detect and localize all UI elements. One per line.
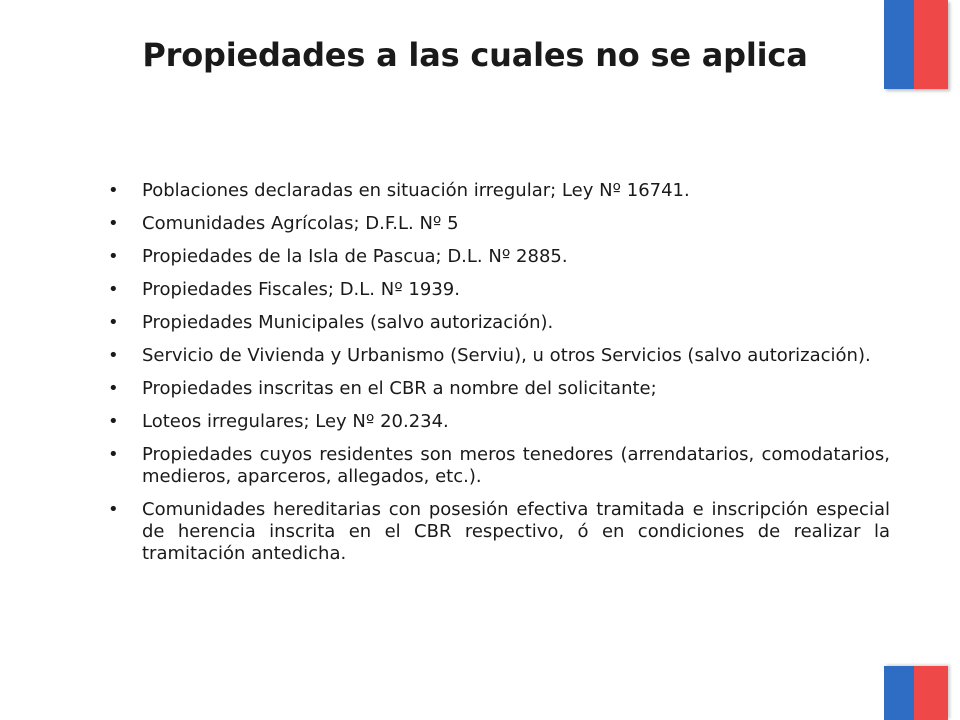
bullet-icon: • (108, 312, 119, 333)
bullet-item (108, 444, 890, 488)
bullet-text: Comunidades Agrícolas; D.F.L. Nº 5 (142, 213, 459, 234)
bullet-icon: • (108, 499, 119, 520)
bullet-text: Propiedades Municipales (salvo autorización). (142, 312, 554, 333)
bullet-text: Propiedades de la Isla de Pascua; D.L. Nº 2885. (142, 246, 568, 267)
bullet-icon: • (108, 180, 119, 201)
bullet-text: Propiedades cuyos residentes son meros tenedores (arrendatarios, comodatarios, medieros, aparceros, allegados, etc.). (142, 444, 890, 487)
flag-red-stripe (914, 666, 948, 720)
flag-logo-top (884, 0, 948, 89)
bullet-text: Propiedades Fiscales; D.L. Nº 1939. (142, 279, 460, 300)
bullet-text: Poblaciones declaradas en situación irregular; Ley Nº 16741. (142, 180, 690, 201)
bullet-icon: • (108, 411, 119, 432)
bullet-icon: • (108, 345, 119, 366)
bullet-icon: • (108, 444, 119, 465)
bullet-icon: • (108, 378, 119, 399)
bullet-item (108, 411, 890, 433)
flag-blue-stripe (884, 666, 914, 720)
flag-red-stripe (914, 0, 948, 89)
bullet-icon: • (108, 279, 119, 300)
bullet-item (108, 213, 890, 235)
bullet-item (108, 378, 890, 400)
bullet-text: Servicio de Vivienda y Urbanismo (Serviu), u otros Servicios (salvo autorización). (142, 345, 871, 366)
bullet-item (108, 180, 890, 202)
bullet-item (108, 499, 890, 565)
slide-title: Propiedades a las cuales no se aplica (142, 36, 808, 74)
flag-logo-bottom (884, 666, 948, 720)
bullet-item (108, 279, 890, 301)
bullet-item (108, 345, 890, 367)
flag-blue-stripe (884, 0, 914, 89)
bullet-icon: • (108, 213, 119, 234)
bullet-icon: • (108, 246, 119, 267)
bullet-item (108, 312, 890, 334)
bullet-text: Comunidades hereditarias con posesión efectiva tramitada e inscripción especial de herencia inscrita en el CBR respectivo, ó en condiciones de realizar la tramitación antedicha. (142, 499, 890, 564)
bullet-text: Propiedades inscritas en el CBR a nombre del solicitante; (142, 378, 657, 399)
bullet-item (108, 246, 890, 268)
bullet-text: Loteos irregulares; Ley Nº 20.234. (142, 411, 449, 432)
bullet-list (108, 180, 890, 576)
